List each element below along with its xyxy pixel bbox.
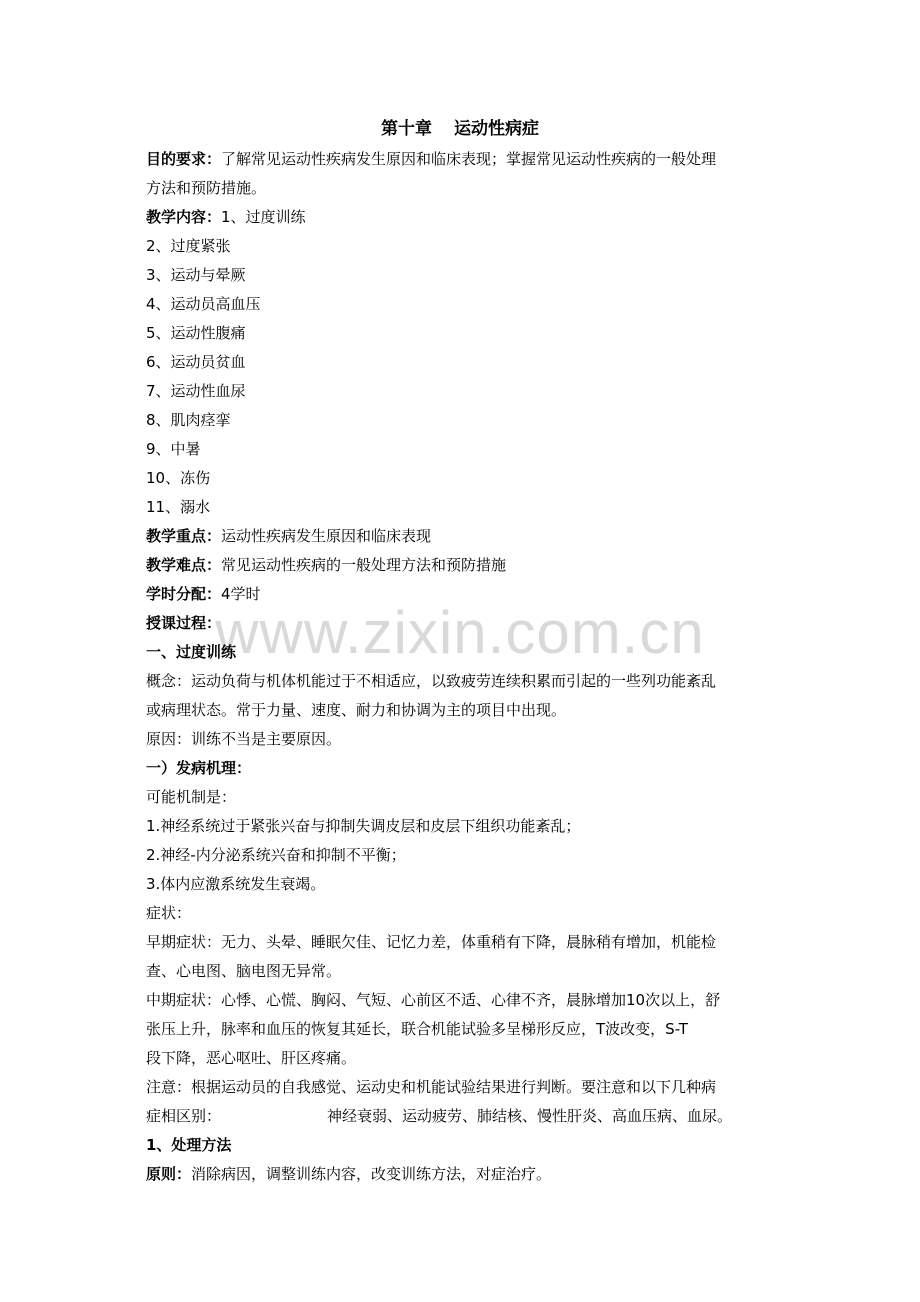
mechanism-item: 1.神经系统过于紧张兴奋与抑制失调皮层和皮层下组织功能紊乱； [146, 817, 581, 835]
mid-symptoms-line-3: 段下降，恶心呕吐、肝区疼痛。 [146, 1049, 357, 1067]
early-symptoms-line-2: 查、心电图、脑电图无异常。 [146, 962, 342, 980]
mid-symptoms-line-1: 中期症状：心悸、心慌、胸闷、气短、心前区不适、心律不齐，晨脉增加10次以上，舒 [146, 991, 721, 1009]
key-points-line [146, 522, 786, 551]
content-item: 6、运动员贫血 [146, 353, 246, 371]
chapter-number: 第十章 [381, 119, 432, 139]
content-item: 8、肌肉痉挛 [146, 411, 231, 429]
concept-line-1: 概念：运动负荷与机体机能过于不相适应，以致疲劳连续积累而引起的一些列功能紊乱 [146, 672, 717, 690]
note-line-2 [146, 1102, 786, 1131]
content-item: 7、运动性血尿 [146, 382, 246, 400]
mechanism-item: 2.神经-内分泌系统兴奋和抑制不平衡； [146, 846, 406, 864]
content-item: 3、运动与晕厥 [146, 266, 246, 284]
watermark: www.zixin.com.cn [215, 599, 705, 666]
hours-line [146, 580, 786, 609]
process-label: 授课过程： [146, 614, 222, 632]
key-points-label: 教学重点： [146, 527, 222, 545]
treatment-heading: 1、处理方法 [146, 1136, 232, 1154]
content-line-1 [146, 203, 786, 232]
difficulties-text: 常见运动性疾病的一般处理方法和预防措施 [221, 556, 507, 574]
content-item: 1、过度训练 [221, 208, 306, 226]
chapter-name: 运动性病症 [454, 119, 539, 139]
chapter-title [0, 116, 920, 142]
content-item: 10、冻伤 [146, 469, 211, 487]
principle-text: 消除病因，调整训练内容，改变训练方法，对症治疗。 [191, 1165, 552, 1183]
principle-label: 原则： [146, 1165, 192, 1183]
early-symptoms-line-1: 早期症状：无力、头晕、睡眠欠佳、记忆力差，体重稍有下降，晨脉稍有增加，机能检 [146, 933, 717, 951]
objectives-line-1 [146, 145, 786, 174]
objectives-text-1: 了解常见运动性疾病发生原因和临床表现；掌握常见运动性疾病的一般处理 [221, 150, 717, 168]
hours-text: 4学时 [221, 585, 261, 603]
difficulties-label: 教学难点： [146, 556, 222, 574]
mid-symptoms-line-2: 张压上升，脉率和血压的恢复其延长，联合机能试验多呈梯形反应，T波改变，S-T [146, 1020, 688, 1038]
symptoms-label: 症状： [146, 904, 192, 922]
content-item: 5、运动性腹痛 [146, 324, 246, 342]
note-prefix: 症相区别： [146, 1107, 222, 1125]
note-diseases: 神经衰弱、运动疲劳、肺结核、慢性肝炎、高血压病、血尿。 [327, 1107, 733, 1125]
mechanism-item: 3.体内应激系统发生衰竭。 [146, 875, 326, 893]
objectives-line-2: 方法和预防措施。 [146, 179, 267, 197]
cause-line: 原因：训练不当是主要原因。 [146, 730, 342, 748]
mechanism-intro: 可能机制是： [146, 788, 237, 806]
objectives-label: 目的要求： [146, 150, 222, 168]
hours-label: 学时分配： [146, 585, 222, 603]
note-line-1: 注意：根据运动员的自我感觉、运动史和机能试验结果进行判断。要注意和以下几种病 [146, 1078, 717, 1096]
content-item: 2、过度紧张 [146, 237, 231, 255]
content-item: 4、运动员高血压 [146, 295, 261, 313]
content-item: 9、中暑 [146, 440, 201, 458]
difficulties-line [146, 551, 786, 580]
section-heading: 一、过度训练 [146, 643, 237, 661]
subsection-heading: 一）发病机理： [146, 759, 252, 777]
principle-line [146, 1160, 786, 1189]
concept-line-2: 或病理状态。常于力量、速度、耐力和协调为主的项目中出现。 [146, 701, 567, 719]
document-body [146, 145, 786, 1189]
content-label: 教学内容： [146, 208, 222, 226]
content-item: 11、溺水 [146, 498, 211, 516]
key-points-text: 运动性疾病发生原因和临床表现 [221, 527, 432, 545]
